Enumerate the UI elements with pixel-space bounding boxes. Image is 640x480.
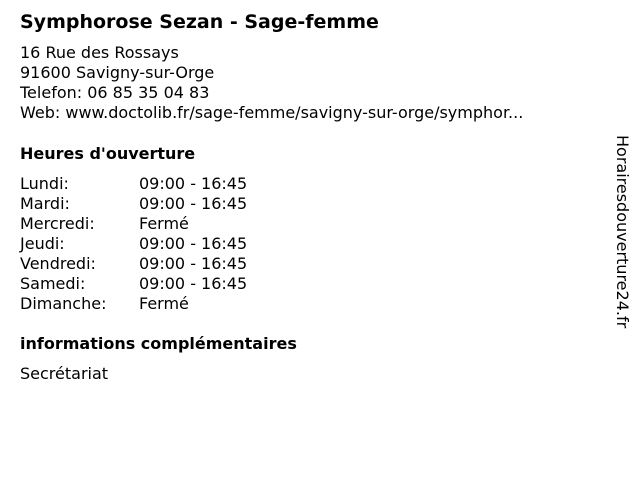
contact-block	[20, 43, 523, 123]
day-hours: Fermé	[139, 294, 189, 313]
day-label: Mardi:	[20, 194, 70, 213]
day-hours: 09:00 - 16:45	[139, 274, 248, 293]
website-link[interactable]: Web: www.doctolib.fr/sage-femme/savigny-sur-orge/symphor...	[20, 103, 524, 122]
hours-row-monday	[20, 174, 320, 194]
site-watermark: Horairesdouverture24.fr	[613, 135, 632, 329]
day-hours: 09:00 - 16:45	[139, 194, 248, 213]
day-hours: Fermé	[139, 214, 189, 233]
day-hours: 09:00 - 16:45	[139, 234, 248, 253]
day-label: Lundi:	[20, 174, 69, 193]
address-city: 91600 Savigny-sur-Orge	[20, 63, 215, 82]
additional-info-heading: informations complémentaires	[20, 334, 297, 353]
opening-hours-heading: Heures d'ouverture	[20, 144, 196, 163]
hours-row-wednesday	[20, 214, 320, 234]
hours-row-sunday	[20, 294, 320, 314]
phone-number: Telefon: 06 85 35 04 83	[20, 83, 210, 102]
day-hours: 09:00 - 16:45	[139, 254, 248, 273]
day-hours: 09:00 - 16:45	[139, 174, 248, 193]
opening-hours-table	[20, 174, 320, 314]
hours-row-friday	[20, 254, 320, 274]
day-label: Mercredi:	[20, 214, 95, 233]
additional-info-text: Secrétariat	[20, 364, 109, 383]
hours-row-thursday	[20, 234, 320, 254]
hours-row-tuesday	[20, 194, 320, 214]
business-title: Symphorose Sezan - Sage-femme	[20, 11, 379, 33]
hours-row-saturday	[20, 274, 320, 294]
day-label: Dimanche:	[20, 294, 107, 313]
day-label: Samedi:	[20, 274, 86, 293]
day-label: Vendredi:	[20, 254, 96, 273]
day-label: Jeudi:	[20, 234, 65, 253]
address-street: 16 Rue des Rossays	[20, 43, 179, 62]
